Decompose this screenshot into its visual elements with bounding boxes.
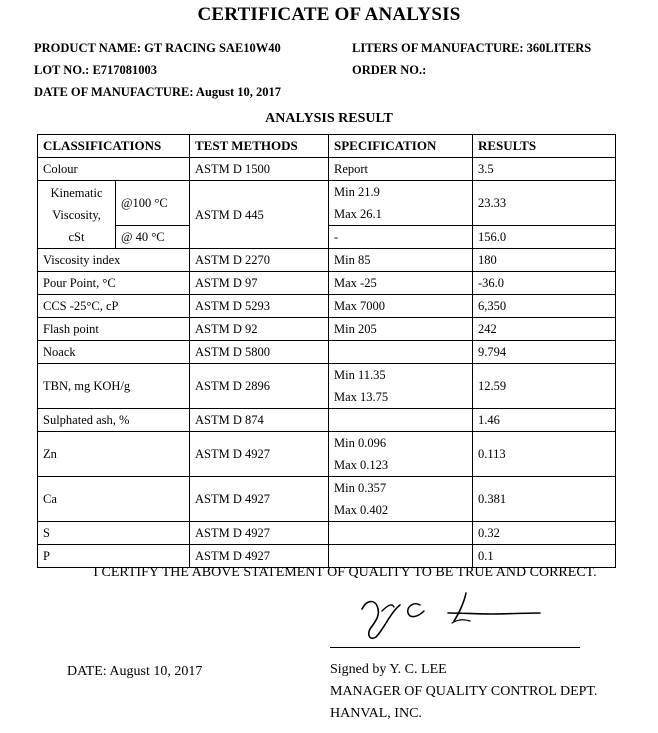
table-row bbox=[38, 477, 616, 522]
spec-max: Max 0.123 bbox=[334, 458, 389, 472]
kinematic-label-line: Kinematic bbox=[50, 185, 103, 200]
kinematic-viscosity-label bbox=[38, 181, 116, 249]
cell-method: ASTM D 2270 bbox=[190, 249, 329, 272]
cell-result: 156.0 bbox=[473, 226, 616, 249]
header-results: RESULTS bbox=[473, 135, 616, 158]
cell-method: ASTM D 97 bbox=[190, 272, 329, 295]
table-row bbox=[38, 295, 616, 318]
analysis-table bbox=[37, 134, 616, 568]
table-row bbox=[38, 181, 616, 226]
cell-name: Pour Point, °C bbox=[38, 272, 190, 295]
spec-min: Min 21.9 bbox=[334, 185, 380, 199]
document-title: CERTIFICATE OF ANALYSIS bbox=[197, 4, 461, 25]
cell-result: 6,350 bbox=[473, 295, 616, 318]
table-row bbox=[38, 522, 616, 545]
cell-method: ASTM D 2896 bbox=[190, 364, 329, 409]
cell-name: CCS -25°C, cP bbox=[38, 295, 190, 318]
spec-max: Max 26.1 bbox=[334, 207, 382, 221]
cell-spec bbox=[329, 432, 473, 477]
cell-method: ASTM D 92 bbox=[190, 318, 329, 341]
spec-min: Min 0.096 bbox=[334, 436, 387, 450]
table-row bbox=[38, 432, 616, 477]
cell-result: 23.33 bbox=[473, 181, 616, 226]
cell-spec: Max -25 bbox=[329, 272, 473, 295]
cell-spec bbox=[329, 522, 473, 545]
date-of-manufacture: DATE OF MANUFACTURE: August 10, 2017 bbox=[34, 85, 281, 99]
cell-result: 0.381 bbox=[473, 477, 616, 522]
table-row bbox=[38, 409, 616, 432]
cell-name: Zn bbox=[38, 432, 190, 477]
spec-min: Min 0.357 bbox=[334, 481, 387, 495]
lot-number: LOT NO.: E717081003 bbox=[34, 63, 158, 77]
cell-name: S bbox=[38, 522, 190, 545]
table-row bbox=[38, 318, 616, 341]
cell-result: 1.46 bbox=[473, 409, 616, 432]
cell-name: Flash point bbox=[38, 318, 190, 341]
header-specification: SPECIFICATION bbox=[329, 135, 473, 158]
table-row bbox=[38, 272, 616, 295]
cell-spec: Min 205 bbox=[329, 318, 473, 341]
liters-of-manufacture: LITERS OF MANUFACTURE: 360LITERS bbox=[352, 41, 592, 55]
product-name: PRODUCT NAME: GT RACING SAE10W40 bbox=[34, 41, 281, 55]
cell-method: ASTM D 4927 bbox=[190, 477, 329, 522]
spec-max: Max 13.75 bbox=[334, 390, 389, 404]
cell-result: -36.0 bbox=[473, 272, 616, 295]
cell-name: Noack bbox=[38, 341, 190, 364]
cell-spec bbox=[329, 477, 473, 522]
company-name: HANVAL, INC. bbox=[330, 706, 422, 721]
header-test-methods: TEST METHODS bbox=[190, 135, 329, 158]
table-row bbox=[38, 341, 616, 364]
cell-spec: - bbox=[329, 226, 473, 249]
cell-method: ASTM D 4927 bbox=[190, 522, 329, 545]
signer-position: MANAGER OF QUALITY CONTROL DEPT. bbox=[330, 684, 598, 699]
table-row bbox=[38, 364, 616, 409]
cell-result: 0.32 bbox=[473, 522, 616, 545]
cell-spec: Min 85 bbox=[329, 249, 473, 272]
cell-spec bbox=[329, 409, 473, 432]
signature-image bbox=[358, 583, 548, 645]
cell-name: Viscosity index bbox=[38, 249, 190, 272]
cell-result: 242 bbox=[473, 318, 616, 341]
cell-temp-100: @100 °C bbox=[116, 181, 190, 226]
kinematic-label-line: Viscosity, bbox=[52, 207, 101, 222]
cell-result: 180 bbox=[473, 249, 616, 272]
table-header-row bbox=[38, 135, 616, 158]
cell-spec: Max 7000 bbox=[329, 295, 473, 318]
cell-method: ASTM D 5293 bbox=[190, 295, 329, 318]
cell-result: 0.1 bbox=[473, 545, 616, 568]
cell-method: ASTM D 874 bbox=[190, 409, 329, 432]
cell-method: ASTM D 5800 bbox=[190, 341, 329, 364]
cell-name: TBN, mg KOH/g bbox=[38, 364, 190, 409]
cell-method: ASTM D 4927 bbox=[190, 545, 329, 568]
cell-method: ASTM D 4927 bbox=[190, 432, 329, 477]
cell-spec bbox=[329, 364, 473, 409]
cell-result: 0.113 bbox=[473, 432, 616, 477]
cell-spec bbox=[329, 341, 473, 364]
table-row bbox=[38, 158, 616, 181]
cell-temp-40: @ 40 °C bbox=[116, 226, 190, 249]
cell-result: 9.794 bbox=[473, 341, 616, 364]
cell-name: Colour bbox=[38, 158, 190, 181]
cell-name: P bbox=[38, 545, 190, 568]
cell-spec: Report bbox=[329, 158, 473, 181]
cell-result: 3.5 bbox=[473, 158, 616, 181]
cell-spec bbox=[329, 181, 473, 226]
cell-name: Ca bbox=[38, 477, 190, 522]
kinematic-label-line: cSt bbox=[68, 229, 85, 244]
table-row bbox=[38, 249, 616, 272]
footer-date: DATE: August 10, 2017 bbox=[67, 664, 203, 679]
signature-line bbox=[330, 647, 580, 648]
header-classifications: CLASSIFICATIONS bbox=[38, 135, 190, 158]
signed-by: Signed by Y. C. LEE bbox=[330, 662, 447, 677]
cell-method: ASTM D 445 bbox=[190, 181, 329, 249]
cell-result: 12.59 bbox=[473, 364, 616, 409]
cell-name: Sulphated ash, % bbox=[38, 409, 190, 432]
spec-max: Max 0.402 bbox=[334, 503, 389, 517]
order-number: ORDER NO.: bbox=[352, 63, 427, 77]
section-title: ANALYSIS RESULT bbox=[265, 111, 393, 126]
cell-method: ASTM D 1500 bbox=[190, 158, 329, 181]
certification-statement: I CERTIFY THE ABOVE STATEMENT OF QUALITY TO BE TRUE AND CORRECT. bbox=[93, 565, 597, 580]
spec-min: Min 11.35 bbox=[334, 368, 386, 382]
